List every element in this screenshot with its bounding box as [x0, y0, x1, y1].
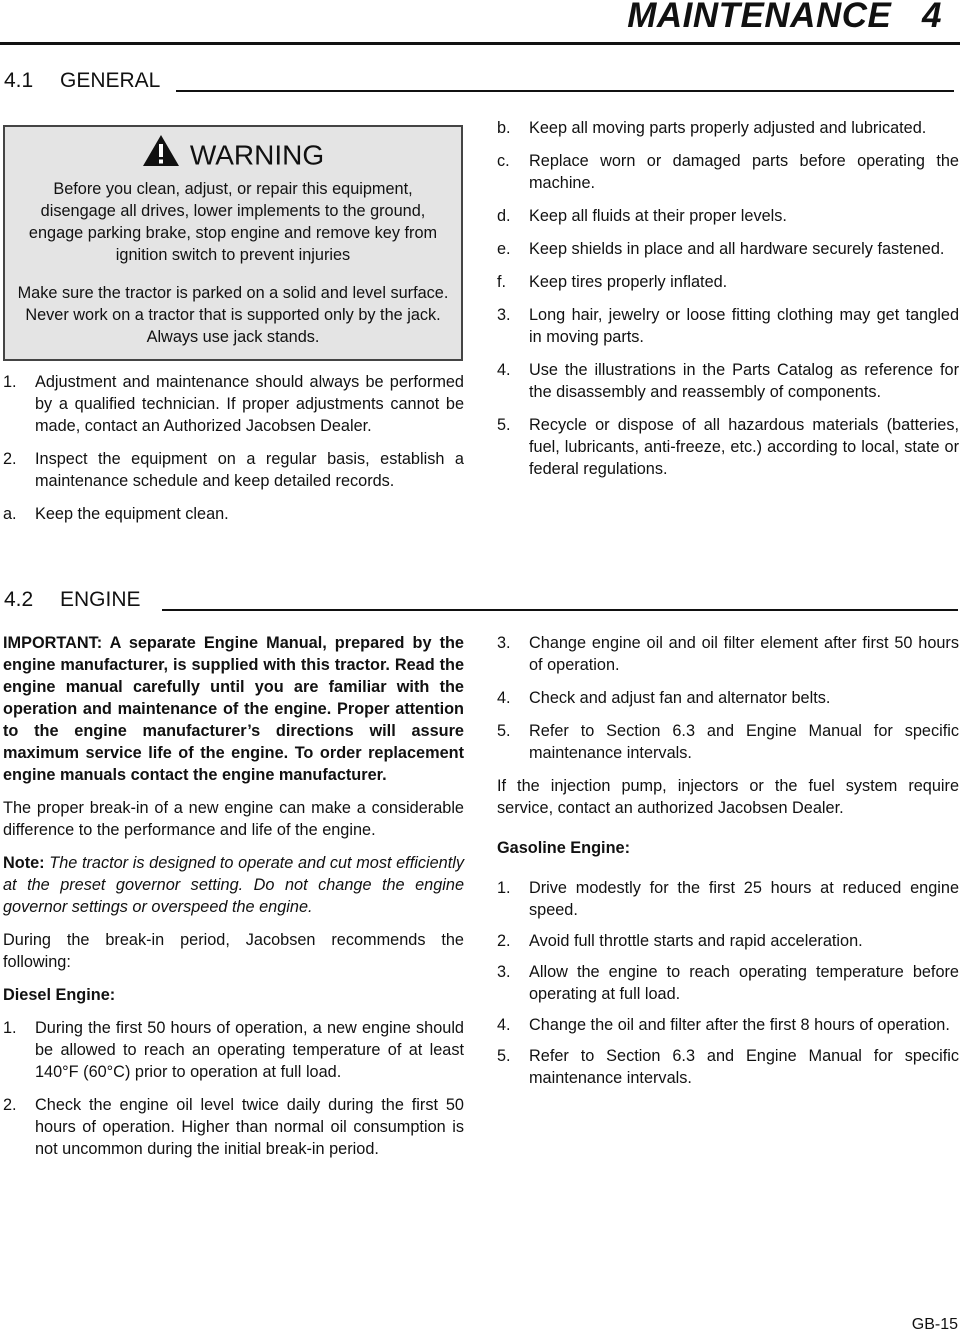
list-item: [497, 271, 959, 293]
break-in-paragraph: The proper break-in of a new engine can make a considerable difference to the performance and life of the engine.: [3, 799, 464, 839]
general-right-column: [497, 117, 959, 480]
list-item: [3, 1017, 464, 1083]
list-item-text: Adjustment and maintenance should always be performed by a qualified technician. If proper adjustments cannot be made, contact an Authorized Jacobsen Dealer.: [35, 373, 464, 435]
note-paragraph: [3, 852, 464, 918]
list-item-text: During the first 50 hours of operation, a new engine should be allowed to reach an operating temperature of at least 140°F (60°C) prior to operation at full load.: [35, 1019, 464, 1081]
warning-box: [3, 125, 463, 361]
section-rule: [176, 90, 954, 92]
general-left-column: [3, 371, 464, 525]
list-item-label: d.: [497, 207, 511, 225]
list-item-label: 2.: [3, 1096, 17, 1114]
list-item: [497, 1014, 959, 1036]
note-text: The tractor is designed to operate and cut most efficiently at the preset governor setting. Do not change the engine governor settings or overspeed the engine.: [3, 854, 464, 916]
warning-title-text: WARNING: [189, 139, 325, 171]
page-number: GB-15: [911, 1316, 958, 1333]
diesel-heading: Diesel Engine:: [3, 986, 116, 1004]
list-item: [3, 1094, 464, 1160]
list-item-text: Check the engine oil level twice daily during the first 50 hours of operation. Higher than normal oil consumption is not uncommon during the initial break-in period.: [35, 1096, 464, 1158]
list-item-text: Allow the engine to reach operating temperature before operating at full load.: [529, 963, 959, 1003]
list-item-text: Replace worn or damaged parts before operating the machine.: [529, 152, 959, 192]
list-item-label: f.: [497, 273, 507, 291]
list-item-label: 5.: [497, 722, 511, 740]
list-item-text: Keep the equipment clean.: [35, 505, 229, 523]
list-item: [497, 877, 959, 921]
list-item-text: Drive modestly for the first 25 hours at reduced engine speed.: [529, 879, 959, 919]
warning-paragraph-1: Before you clean, adjust, or repair this equipment, disengage all drives, lower implements to the ground, engage parking brake, stop engine and remove key from ignition switch to prevent injuries: [28, 180, 438, 264]
injection-note: If the injection pump, injectors or the fuel system require service, contact an authorized Jacobsen Dealer.: [497, 777, 959, 817]
list-item: [497, 720, 959, 764]
list-item-text: Refer to Section 6.3 and Engine Manual for specific maintenance intervals.: [529, 1047, 959, 1087]
list-item-label: b.: [497, 119, 511, 137]
list-item-text: Keep tires properly inflated.: [529, 273, 728, 291]
section-heading-general: [4, 68, 160, 94]
header-rule: [0, 42, 960, 45]
list-item-text: Long hair, jewelry or loose fitting clothing may get tangled in moving parts.: [529, 306, 959, 346]
note-label: Note:: [3, 854, 45, 872]
list-item-text: Change the oil and filter after the first 8 hours of operation.: [529, 1016, 950, 1034]
section-number: 4.1: [4, 69, 34, 92]
list-item: [497, 930, 959, 952]
list-item-text: Keep all moving parts properly adjusted and lubricated.: [529, 119, 927, 137]
list-item-label: 4.: [497, 689, 511, 707]
list-item-label: 5.: [497, 1047, 511, 1065]
engine-right-column: [497, 632, 959, 1089]
list-item-label: 1.: [3, 1019, 17, 1037]
section-rule: [162, 609, 958, 611]
gasoline-heading: Gasoline Engine:: [497, 839, 630, 857]
warning-title: [5, 137, 461, 177]
list-item-label: 1.: [497, 879, 511, 897]
list-item-text: Recycle or dispose of all hazardous materials (batteries, fuel, lubricants, anti-freeze, etc.) according to local, state or federal regulations.: [529, 416, 959, 478]
list-item-label: 4.: [497, 361, 511, 379]
engine-left-column: [3, 632, 464, 1160]
list-item-label: 1.: [3, 373, 17, 391]
list-item-label: c.: [497, 152, 510, 170]
list-item: [3, 503, 464, 525]
list-item-label: 2.: [497, 932, 511, 950]
list-item-label: 3.: [497, 634, 511, 652]
list-item: [497, 687, 959, 709]
list-item-text: Use the illustrations in the Parts Catalog as reference for the disassembly and reassembly of components.: [529, 361, 959, 401]
list-item: [497, 205, 959, 227]
list-item: [497, 117, 959, 139]
list-item-text: Inspect the equipment on a regular basis, establish a maintenance schedule and keep detailed records.: [35, 450, 464, 490]
list-item: [3, 448, 464, 492]
important-notice: IMPORTANT: A separate Engine Manual, prepared by the engine manufacturer, is supplied with this tractor. Read the engine manual carefully until you are familiar with the operation and maintenance of the engine. Proper attention to the engine manufacturer’s directions will assure maximum service life of the engine. To order replacement engine manuals contact the engine manufacturer.: [3, 634, 464, 784]
list-item: [497, 359, 959, 403]
list-item-text: Refer to Section 6.3 and Engine Manual for specific maintenance intervals.: [529, 722, 959, 762]
list-item: [3, 371, 464, 437]
list-item-text: Check and adjust fan and alternator belts.: [529, 689, 831, 707]
list-item: [497, 961, 959, 1005]
list-item-text: Change engine oil and oil filter element after first 50 hours of operation.: [529, 634, 959, 674]
list-item: [497, 414, 959, 480]
list-item-text: Keep all fluids at their proper levels.: [529, 207, 787, 225]
list-item: [497, 238, 959, 260]
list-item: [497, 150, 959, 194]
list-item: [497, 632, 959, 676]
section-heading-engine: [4, 587, 141, 613]
list-item-label: 3.: [497, 963, 511, 981]
list-item: [497, 1045, 959, 1089]
section-title: ENGINE: [60, 588, 141, 611]
warning-paragraph-2: Make sure the tractor is parked on a solid and level surface. Never work on a tractor that is supported only by the jack. Always use jack stands.: [17, 284, 449, 346]
list-item-label: 5.: [497, 416, 511, 434]
warning-triangle-icon: [142, 134, 180, 174]
list-item-label: 4.: [497, 1016, 511, 1034]
recommend-paragraph: During the break-in period, Jacobsen recommends the following:: [3, 931, 464, 971]
list-item-label: 3.: [497, 306, 511, 324]
list-item-label: 2.: [3, 450, 17, 468]
chapter-title: MAINTENANCE 4: [627, 0, 942, 35]
list-item-text: Keep shields in place and all hardware securely fastened.: [529, 240, 945, 258]
list-item-label: a.: [3, 505, 17, 523]
section-number: 4.2: [4, 588, 34, 611]
list-item-label: e.: [497, 240, 511, 258]
section-title: GENERAL: [60, 69, 161, 92]
list-item: [497, 304, 959, 348]
list-item-text: Avoid full throttle starts and rapid acceleration.: [529, 932, 863, 950]
